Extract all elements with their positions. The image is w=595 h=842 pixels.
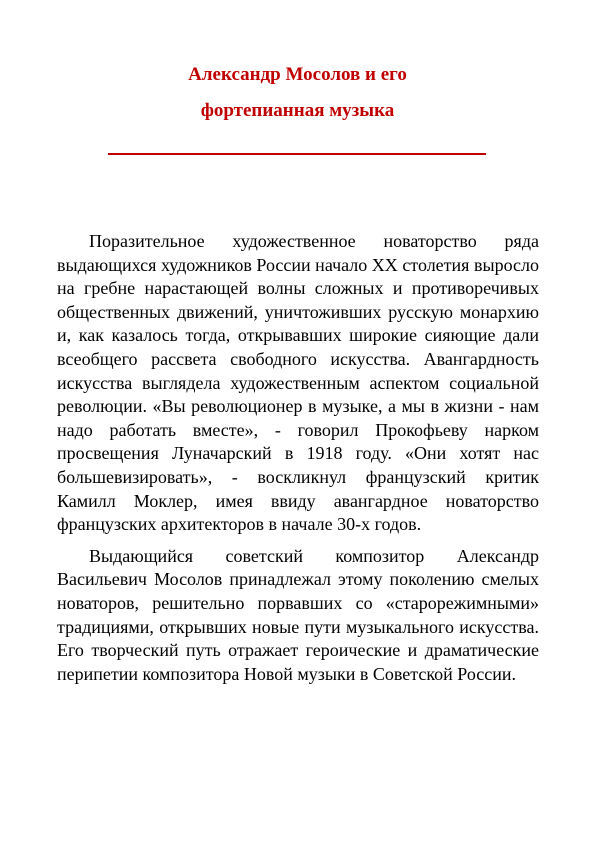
article-body — [57, 230, 539, 694]
title-line-2: фортепианная музыка — [200, 100, 395, 121]
title-underline — [108, 153, 486, 155]
paragraph-1: Поразительное художественное новаторство ряда выдающихся художников России начало XX столетия выросло на гребне нарастающей волны сложных и противоречивых общественных движений, уничтоживших русскую монархию и, как казалось тогда, открывавших широкие сияющие дали всеобщего рассвета свободного искусства. Авангардность искусства выглядела художественным аспектом социальной революции. «Вы революционер в музыке, а мы в жизни - нам надо работать вместе», - говорил Прокофьеву нарком просвещения Луначарский в 1918 году. «Они хотят нас большевизировать», - воскликнул французский критик Камилл Моклер, имея ввиду авангардное новаторство французских архитекторов в начале 30-х годов. — [57, 231, 539, 535]
title-line-1: Александр Мосолов и его — [188, 64, 407, 85]
paragraph-2: Выдающийся советский композитор Александр Васильевич Мосолов принадлежал этому поколению смелых новаторов, решительно порвавших со «старорежимными» традициями, открывших новые пути музыкального искусства. Его творческий путь отражает героические и драматические перипетии композитора Новой музыки в Советской России. — [57, 545, 539, 684]
